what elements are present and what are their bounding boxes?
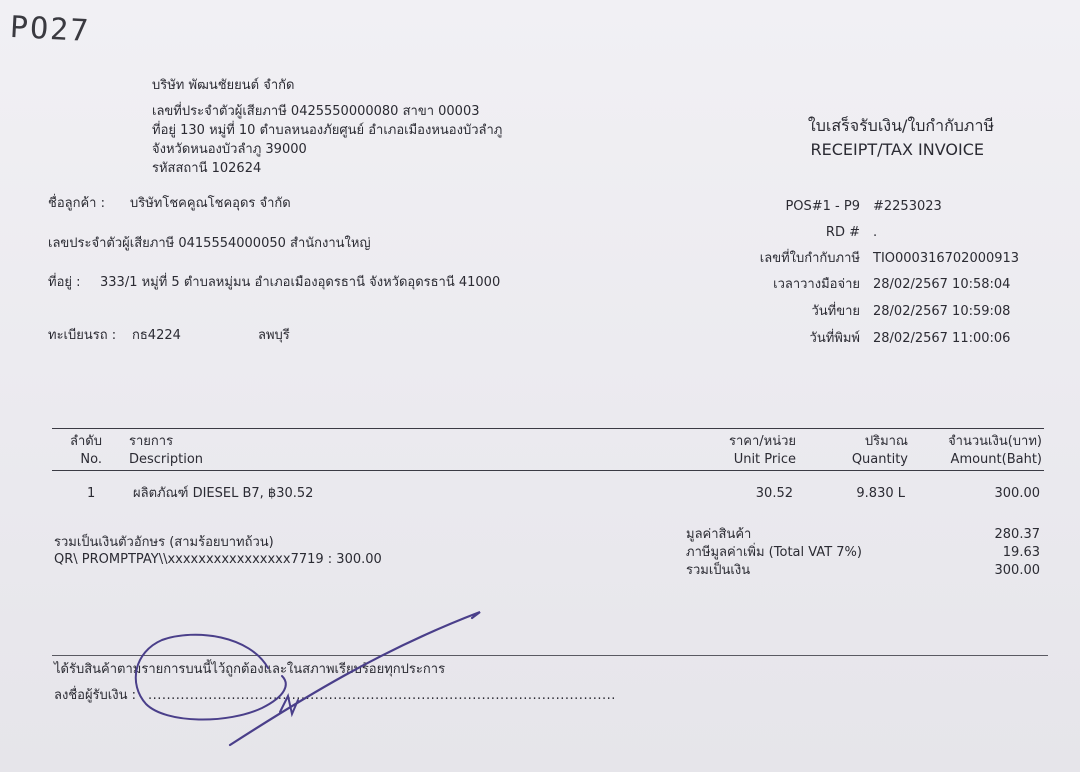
vat-value: 19.63: [1002, 545, 1040, 560]
col-no-th: ลำดับ: [70, 434, 102, 449]
print-date-label: วันที่พิมพ์: [809, 331, 860, 346]
company-name: บริษัท พัฒนชัยยนต์ จำกัด: [152, 78, 295, 93]
col-qty-th: ปริมาณ: [864, 434, 908, 449]
col-desc-en: Description: [129, 452, 204, 467]
row-no: 1: [87, 486, 96, 501]
signature-line: .....................................................................................................: [148, 688, 616, 703]
row-unit-price: 30.52: [755, 486, 793, 501]
col-qty-en: Quantity: [851, 452, 908, 467]
vat-label: ภาษีมูลค่าเพิ่ม (Total VAT 7%): [686, 545, 862, 560]
col-price-en: Unit Price: [733, 452, 796, 467]
signature-label: ลงชื่อผู้รับเงิน :: [54, 688, 136, 703]
doc-title-english: RECEIPT/TAX INVOICE: [810, 140, 984, 159]
received-statement: ได้รับสินค้าตามรายการบนนี้ไว้ถูกต้องและในสภาพเรียบร้อยทุกประการ: [54, 662, 446, 677]
tax-invoice-number: TIO000316702000913: [873, 251, 1020, 266]
sale-date-label: วันที่ขาย: [811, 304, 860, 319]
handwritten-note: PO27: [9, 9, 92, 50]
customer-address: 333/1 หมู่ที่ 5 ตำบลหมู่มน อำเภอเมืองอุดรธานี จังหวัดอุดรธานี 41000: [100, 275, 501, 290]
print-date: 28/02/2567 11:00:06: [873, 331, 1011, 346]
col-no-en: No.: [80, 452, 102, 467]
pos-label: POS#1 - P9: [785, 199, 860, 214]
payment-method: QR\ PROMPTPAY\\xxxxxxxxxxxxxxxx7719 : 300.00: [54, 552, 382, 567]
col-price-th: ราคา/หน่วย: [728, 434, 796, 449]
total-value: 300.00: [994, 563, 1040, 578]
doc-title-thai: ใบเสร็จรับเงิน/ใบกำกับภาษี: [807, 116, 994, 135]
customer-address-label: ที่อยู่ :: [48, 275, 81, 290]
vehicle-province: ลพบุรี: [258, 328, 290, 343]
goods-value: 280.37: [994, 527, 1040, 542]
vehicle-plate: กธ4224: [132, 328, 181, 343]
sale-date: 28/02/2567 10:59:08: [873, 304, 1011, 319]
tax-invoice-label: เลขที่ใบกำกับภาษี: [759, 251, 860, 266]
col-amount-en: Amount(Baht): [950, 452, 1042, 467]
customer-name: บริษัทโชคคูณโชคอุดร จำกัด: [130, 196, 291, 211]
pos-number: #2253023: [873, 199, 942, 214]
customer-name-label: ชื่อลูกค้า :: [48, 196, 105, 211]
company-address-line2: จังหวัดหนองบัวลำภู 39000: [152, 142, 307, 157]
col-desc-th: รายการ: [129, 434, 174, 449]
row-amount: 300.00: [994, 486, 1040, 501]
dispense-time-label: เวลาวางมือจ่าย: [773, 277, 860, 292]
goods-value-label: มูลค่าสินค้า: [686, 527, 752, 542]
total-label: รวมเป็นเงิน: [686, 563, 751, 578]
dispense-time: 28/02/2567 10:58:04: [873, 277, 1011, 292]
company-tax-id: เลขที่ประจำตัวผู้เสียภาษี 0425550000080 สาขา 00003: [152, 104, 480, 119]
amount-in-words: รวมเป็นเงินตัวอักษร (สามร้อยบาทถ้วน): [54, 535, 274, 550]
vehicle-plate-label: ทะเบียนรถ :: [48, 328, 117, 343]
row-description: ผลิตภัณฑ์ DIESEL B7, ฿30.52: [133, 486, 314, 501]
rd-value: .: [873, 225, 878, 240]
rd-label: RD #: [825, 225, 860, 240]
col-amount-th: จำนวนเงิน(บาท): [948, 434, 1042, 449]
row-quantity: 9.830 L: [856, 486, 905, 501]
company-station-code: รหัสสถานี 102624: [152, 161, 262, 176]
customer-tax-id: เลขประจำตัวผู้เสียภาษี 0415554000050 สำนักงานใหญ่: [48, 236, 371, 251]
company-address-line1: ที่อยู่ 130 หมู่ที่ 10 ตำบลหนองภัยศูนย์ อำเภอเมืองหนองบัวลำภู: [152, 123, 503, 138]
